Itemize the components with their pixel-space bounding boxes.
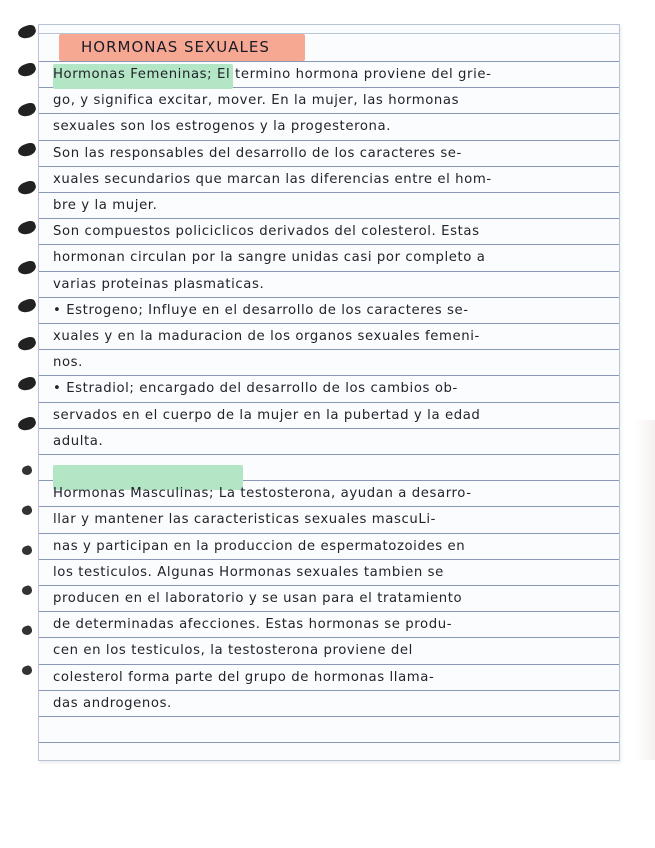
handwritten-line: Son compuestos policiclicos derivados del colesterol. Estas <box>53 224 480 240</box>
ruled-line <box>39 690 619 691</box>
handwritten-line: cen en los testiculos, la testosterona proviene del <box>53 643 413 659</box>
ruled-line <box>39 323 619 324</box>
ruled-line <box>39 61 619 62</box>
ruled-line <box>39 506 619 507</box>
top-margin <box>39 25 619 34</box>
handwritten-line: Hormonas Masculinas; La testosterona, ayudan a desarro- <box>53 486 472 502</box>
handwritten-line: producen en el laboratorio y se usan para el tratamiento <box>53 591 463 606</box>
ruled-line <box>39 716 619 717</box>
ruled-line <box>39 559 619 560</box>
binding-hole <box>21 585 33 597</box>
handwritten-line: go, y significa excitar, mover. En la mujer, las hormonas <box>53 93 460 109</box>
binding-hole <box>16 219 37 236</box>
handwritten-line: bre y la mujer. <box>53 198 158 213</box>
handwritten-line: Hormonas Femeninas; El termino hormona proviene del grie- <box>53 67 492 82</box>
handwritten-line: llar y mantener las caracteristicas sexuales mascuLi- <box>53 512 436 528</box>
ruled-line <box>39 113 619 114</box>
binding-hole <box>21 465 33 477</box>
binding-hole <box>21 665 33 677</box>
binding-hole <box>16 61 37 78</box>
handwritten-line: xuales secundarios que marcan las diferencias entre el hom- <box>53 171 492 187</box>
ruled-line <box>39 218 619 219</box>
binding-hole <box>16 259 37 276</box>
ruled-line <box>39 611 619 612</box>
ruled-line <box>39 349 619 350</box>
ruled-line <box>39 166 619 167</box>
page-title: HORMONAS SEXUALES <box>81 38 270 56</box>
handwritten-line: varias proteinas plasmaticas. <box>53 276 265 292</box>
ruled-line <box>39 402 619 403</box>
binding-hole <box>21 505 33 517</box>
handwritten-line: xuales y en la maduracion de los organos sexuales femeni- <box>53 329 480 344</box>
ruled-line <box>39 533 619 534</box>
ruled-line <box>39 637 619 638</box>
handwritten-line: adulta. <box>53 433 104 449</box>
handwritten-line: hormonan circulan por la sangre unidas casi por completo a <box>53 250 486 266</box>
binding-hole <box>16 375 37 392</box>
ruled-line <box>39 585 619 586</box>
ruled-line <box>39 192 619 193</box>
binding-hole <box>16 335 37 352</box>
ruled-line <box>39 140 619 141</box>
handwritten-line: colesterol forma parte del grupo de hormonas llama- <box>53 669 435 685</box>
binding-hole <box>21 545 33 557</box>
binding-hole <box>16 415 37 432</box>
ruled-line <box>39 375 619 376</box>
ruled-line <box>39 297 619 298</box>
handwritten-line: nos. <box>53 355 83 371</box>
handwritten-line: • Estradiol; encargado del desarrollo de los cambios ob- <box>53 381 458 397</box>
handwritten-line: servados en el cuerpo de la mujer en la pubertad y la edad <box>53 407 481 423</box>
binding-hole <box>16 23 37 40</box>
handwritten-line: sexuales son los estrogenos y la progesterona. <box>53 119 392 135</box>
ruled-line <box>39 244 619 245</box>
handwritten-line: los testiculos. Algunas Hormonas sexuales tambien se <box>53 564 444 580</box>
handwritten-line: • Estrogeno; Influye en el desarrollo de los caracteres se- <box>53 302 469 318</box>
spiral-binding <box>18 26 40 746</box>
ruled-line <box>39 664 619 665</box>
ruled-line <box>39 454 619 455</box>
binding-hole <box>16 141 37 158</box>
ruled-line <box>39 271 619 272</box>
handwritten-line: das androgenos. <box>53 695 172 711</box>
handwritten-line: nas y participan en la produccion de espermatozoides en <box>53 538 466 554</box>
page-shadow <box>635 420 655 760</box>
binding-hole <box>21 625 33 637</box>
handwritten-line: Son las responsables del desarrollo de los caracteres se- <box>53 145 462 161</box>
handwritten-line: de determinadas afecciones. Estas hormonas se produ- <box>53 617 453 633</box>
ruled-line <box>39 742 619 743</box>
notebook-page <box>38 24 620 761</box>
ruled-line <box>39 428 619 429</box>
binding-hole <box>16 297 37 314</box>
binding-hole <box>16 101 37 118</box>
binding-hole <box>16 179 37 196</box>
